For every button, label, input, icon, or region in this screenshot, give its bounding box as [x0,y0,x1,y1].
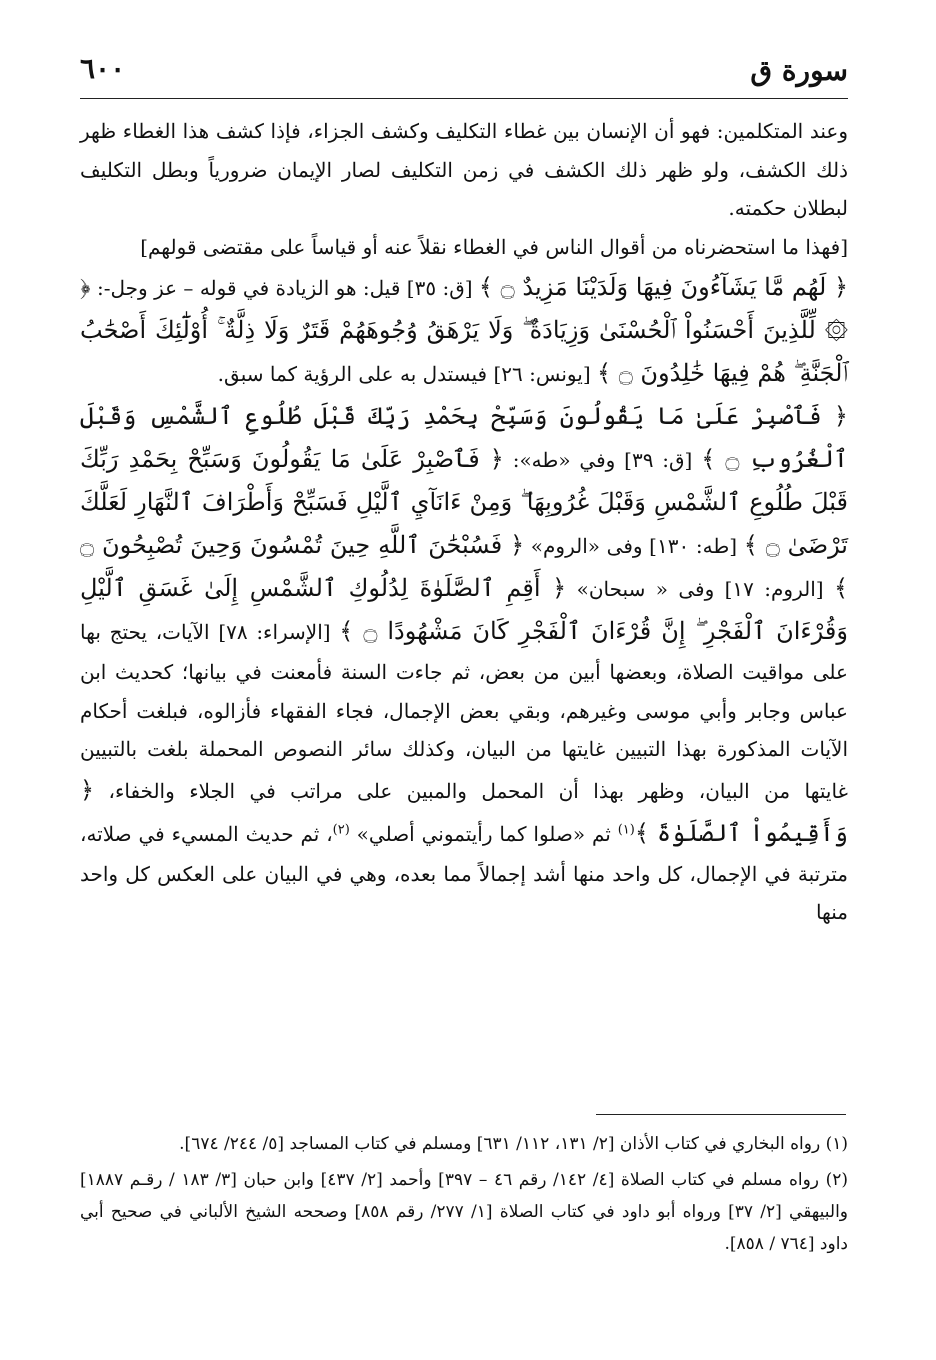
quran-verse-isra-78: ﴿ أَقِمِ ٱلصَّلَوٰةَ لِدُلُوكِ ٱلشَّمْسِ إِلَىٰ غَسَقِ ٱلَّيْلِ وَقُرْءَانَ ٱلْفَجْرِ ۖ إِنَّ قُرْءَانَ ٱلْفَجْرِ كَانَ مَشْهُودًا ۝ ﴾ [80,574,848,645]
quran-verse-taha-130: ﴿ فَٱصْبِرْ عَلَىٰ مَا يَقُولُونَ وَسَبِّحْ بِحَمْدِ رَبِّكَ قَبْلَ طُلُوعِ ٱلشَّمْسِ وَقَبْلَ غُرُوبِهَا ۖ وَمِنْ ءَانَآيِ ٱلَّيْلِ فَسَبِّحْ وَأَطْرَافَ ٱلنَّهَارِ لَعَلَّكَ تَرْضَىٰ ۝ ﴾ [80,445,848,559]
footnote-separator [596,1114,846,1115]
paragraph-ziyada [80,266,848,395]
footnote-2: (٢) رواه مسلم في كتاب الصلاة [٤/ ١٤٢/ رقم ٤٦ – ٣٩٧] وأحمد [٢/ ٤٣٧] وابن حبان [٣/ ١٨٣ / رقـم ١٨٨٧] والبيهقي [٢/ ٣٧] ورواه أبو داود في كتاب الصلاة [١/ ٢٧٧/ رقم ٨٥٨] وصححه الشيخ الألباني في صحيح أبي داود [٧٦٤ / ٨٥٨]. [80,1170,849,1254]
page-header [80,52,848,99]
quran-verse-qaf-35: ﴿ لَهُم مَّا يَشَآءُونَ فِيهَا وَلَدَيْنَا مَزِيدٌ ۝ ﴾ [478,273,849,301]
paragraph-kalam: وعند المتكلمين: فهو أن الإنسان بين غطاء التكليف وكشف الجزاء، فإذا كشف هذا الغطاء ظهر ذلك الكشف، ولو ظهر ذلك الكشف في زمن التكليف لصار الإيمان ضرورياً وبطل التكليف لبطلان حكمته. [80,119,848,220]
footnote-1: (١) رواه البخاري في كتاب الأذان [٢/ ١٣١، ١١٢/ ٦٣١] ومسلم في كتاب المساجد [٥/ ٢٤٤/ ٦٧٤]. [179,1134,848,1154]
paragraph-text: [ق: ٣٥] قيل: هو الزيادة في قوله – عز وجل-: [90,276,479,300]
paragraph-text: [الإسراء: ٧٨] الآيات، يحتج بها على مواقيت الصلاة، وبعضها أبين من بعض، ثم جاءت السنة فأمعنت في بيانها؛ كحديث ابن عباس وجابر وأبي موسى وغيرهم، وبقي بعض الإجمال، فجاء الفقهاء فأزالوه، فبلغت أحكام الآيات المذكورة بهذا التبيين غايتها من البيان، وكذلك سائر النصوص المحملة بلغت بالتبيين غايتها من البيان، وظهر بهذا أن المحمل والمبين على مراتب في الجلاء والخفاء، [80,620,848,803]
quran-verse-rum-17: ﴿ فَسُبْحَٰنَ ٱللَّهِ حِينَ تُمْسُونَ وَحِينَ تُصْبِحُونَ ۝ ﴾ [80,531,848,602]
main-text [80,112,848,932]
quran-verse-qaf-39: ﴿ فَٱصْبِرْ عَلَىٰ مَا يَقُولُونَ وَسَبِّحْ بِحَمْدِ رَبِّكَ قَبْلَ طُلُوعِ ٱلشَّمْسِ وَقَبْلَ ٱلْغُرُوبِ ۝ ﴾ [80,402,848,473]
quran-verse-aqimu-salat: ﴿ وَأَقِيمُواْ ٱلصَّلَوٰةَ ﴾ [80,775,848,847]
quran-verse-yunus-26: ﴿ ۞ لِّلَّذِينَ أَحْسَنُواْ ٱلْحُسْنَىٰ وَزِيَادَةٌ ۖ وَلَا يَرْهَقُ وُجُوهَهُمْ قَتَرٌ وَلَا ذِلَّةٌ ۚ أُوْلَٰٓئِكَ أَصْحَٰبُ ٱلْجَنَّةِ ۖ هُمْ فِيهَا خَٰلِدُونَ ۝ ﴾ [80,273,848,387]
paragraph-text: [يونس: ٢٦] فيستدل به على الرؤية كما سبق. [217,362,597,386]
paragraph-summary: [فهذا ما استحضرناه من أقوال الناس في الغطاء نقلاً عنه أو قياساً على مقتضى قولهم] [140,234,848,259]
paragraph-text: ثم «صلوا كما رأيتموني أصلي» [349,821,618,846]
paragraph-text: [الروم: ١٧] وفى « سبحان» [566,577,834,601]
footnotes [80,1128,848,1264]
paragraph-text: [ق: ٣٩] وفي «طه»: [503,448,702,472]
footnote-ref-2[interactable]: (٢) [332,821,350,837]
page-number: ٦٠٠ [80,52,126,85]
paragraph-mawaqit [80,395,848,932]
paragraph-text: [طه: ١٣٠] وفى «الروم» [524,534,744,558]
footnote-ref-1[interactable]: (١) [617,821,635,837]
paragraph-text: ، ثم حديث المسيء في صلاته، مترتبة في الإجمال، كل واحد منها أشد إجمالاً مما بعده، وهي في البيان على العكس كل واحد منها [80,821,848,924]
surah-title: سورة ق [750,54,848,87]
